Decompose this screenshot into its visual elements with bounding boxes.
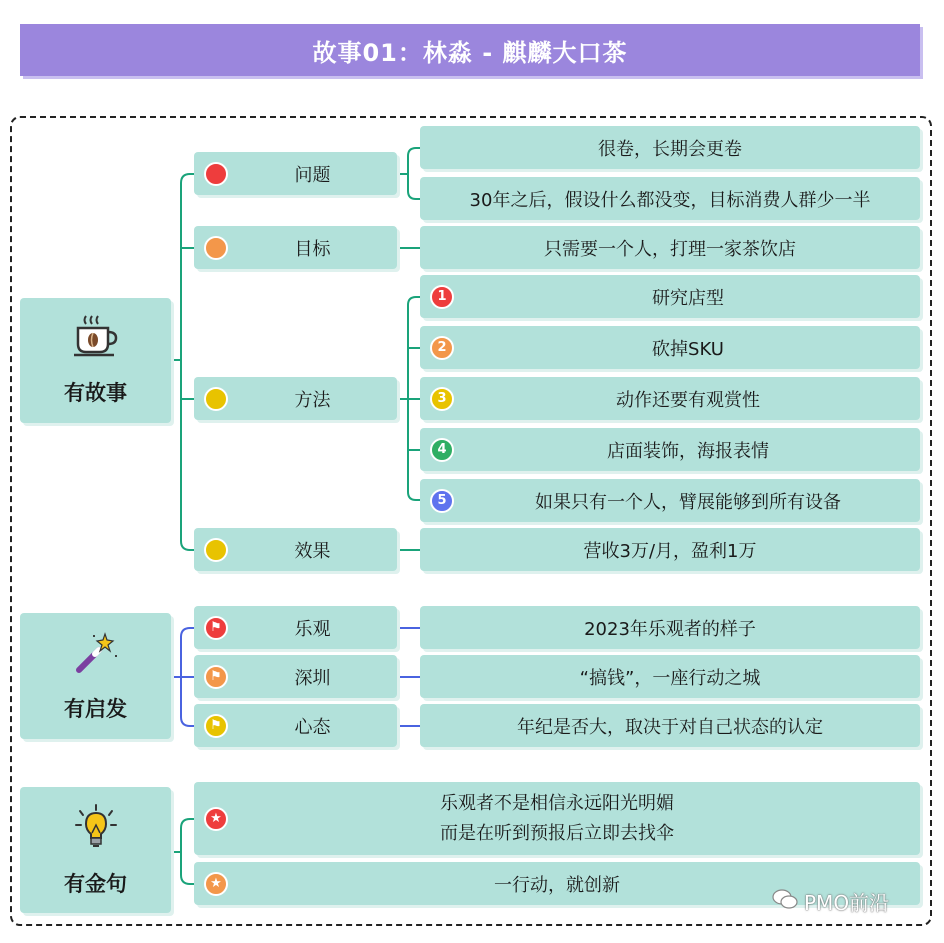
leaf-text: 2023年乐观者的样子 <box>584 618 756 640</box>
root-label: 有启发 <box>64 696 127 721</box>
leaf-text: 营收3万/月，盈利1万 <box>583 540 757 562</box>
node-label: 方法 <box>294 389 331 411</box>
red-flag-icon: ⚑ <box>204 616 228 640</box>
leaf-text: 砍掉SKU <box>652 338 724 360</box>
node-label: 心态 <box>294 716 331 738</box>
node-goal <box>194 226 397 269</box>
node-label: 效果 <box>294 540 331 562</box>
node-method <box>194 377 397 420</box>
root-node-inspiration <box>20 613 171 739</box>
leaf-text: 店面装饰，海报表情 <box>607 440 769 462</box>
number-4-badge: 4 <box>430 438 454 462</box>
root-node-story <box>20 298 171 423</box>
leaf-text: 如果只有一个人，臂展能够到所有设备 <box>535 491 841 513</box>
node-shenzhen <box>194 655 397 698</box>
leaf-text: “搞钱”，一座行动之城 <box>579 667 761 689</box>
leaf-effect <box>420 528 920 571</box>
quote-1 <box>194 782 920 855</box>
red-star-icon: ★ <box>204 807 228 831</box>
leaf-optimism <box>420 606 920 649</box>
light-bulb-icon <box>74 803 118 854</box>
root-label: 有故事 <box>64 381 127 405</box>
leaf-text: 很卷，长期会更卷 <box>598 138 742 160</box>
node-label: 问题 <box>294 164 331 186</box>
magic-wand-icon <box>73 630 119 679</box>
red-dot-icon <box>204 162 228 186</box>
leaf-text: 动作还要有观赏性 <box>616 389 760 411</box>
number-3-badge: 3 <box>430 387 454 411</box>
node-mindset <box>194 704 397 747</box>
node-optimism <box>194 606 397 649</box>
page-title: 故事01：林淼 - 麒麟大口茶 <box>20 24 920 76</box>
leaf-question-1 <box>420 126 920 169</box>
leaf-method-1 <box>420 275 920 318</box>
orange-dot-icon <box>204 236 228 260</box>
number-1-badge: 1 <box>430 285 454 309</box>
wechat-icon <box>772 888 798 915</box>
orange-flag-icon: ⚑ <box>204 665 228 689</box>
leaf-question-2 <box>420 177 920 220</box>
leaf-goal <box>420 226 920 269</box>
leaf-mindset <box>420 704 920 747</box>
leaf-text: 年纪是否大，取决于对自己状态的认定 <box>517 716 823 738</box>
root-label: 有金句 <box>64 871 127 896</box>
leaf-text: 研究店型 <box>652 287 724 309</box>
node-label: 深圳 <box>294 667 331 689</box>
node-label: 目标 <box>294 238 331 260</box>
leaf-method-3 <box>420 377 920 420</box>
watermark-text: PMO前沿 <box>804 890 890 915</box>
leaf-method-5 <box>420 479 920 522</box>
yellow-dot-icon <box>204 387 228 411</box>
number-5-badge: 5 <box>430 489 454 513</box>
leaf-method-4 <box>420 428 920 471</box>
node-question <box>194 152 397 195</box>
number-2-badge: 2 <box>430 336 454 360</box>
leaf-text: 30年之后，假设什么都没变，目标消费人群少一半 <box>469 189 871 211</box>
watermark <box>772 886 932 916</box>
quote-line: 一行动，就创新 <box>494 874 620 896</box>
leaf-shenzhen <box>420 655 920 698</box>
quote-line: 而是在听到预报后立即去找伞 <box>440 822 674 844</box>
yellow-flag-icon: ⚑ <box>204 714 228 738</box>
leaf-method-2 <box>420 326 920 369</box>
node-effect <box>194 528 397 571</box>
node-label: 乐观 <box>294 618 331 640</box>
yellow-dot-icon <box>204 538 228 562</box>
orange-star-icon: ★ <box>204 872 228 896</box>
coffee-cup-icon <box>72 314 120 363</box>
quote-line: 乐观者不是相信永远阳光明媚 <box>440 792 674 814</box>
leaf-text: 只需要一个人，打理一家茶饮店 <box>544 238 796 260</box>
root-node-quotes <box>20 787 171 913</box>
